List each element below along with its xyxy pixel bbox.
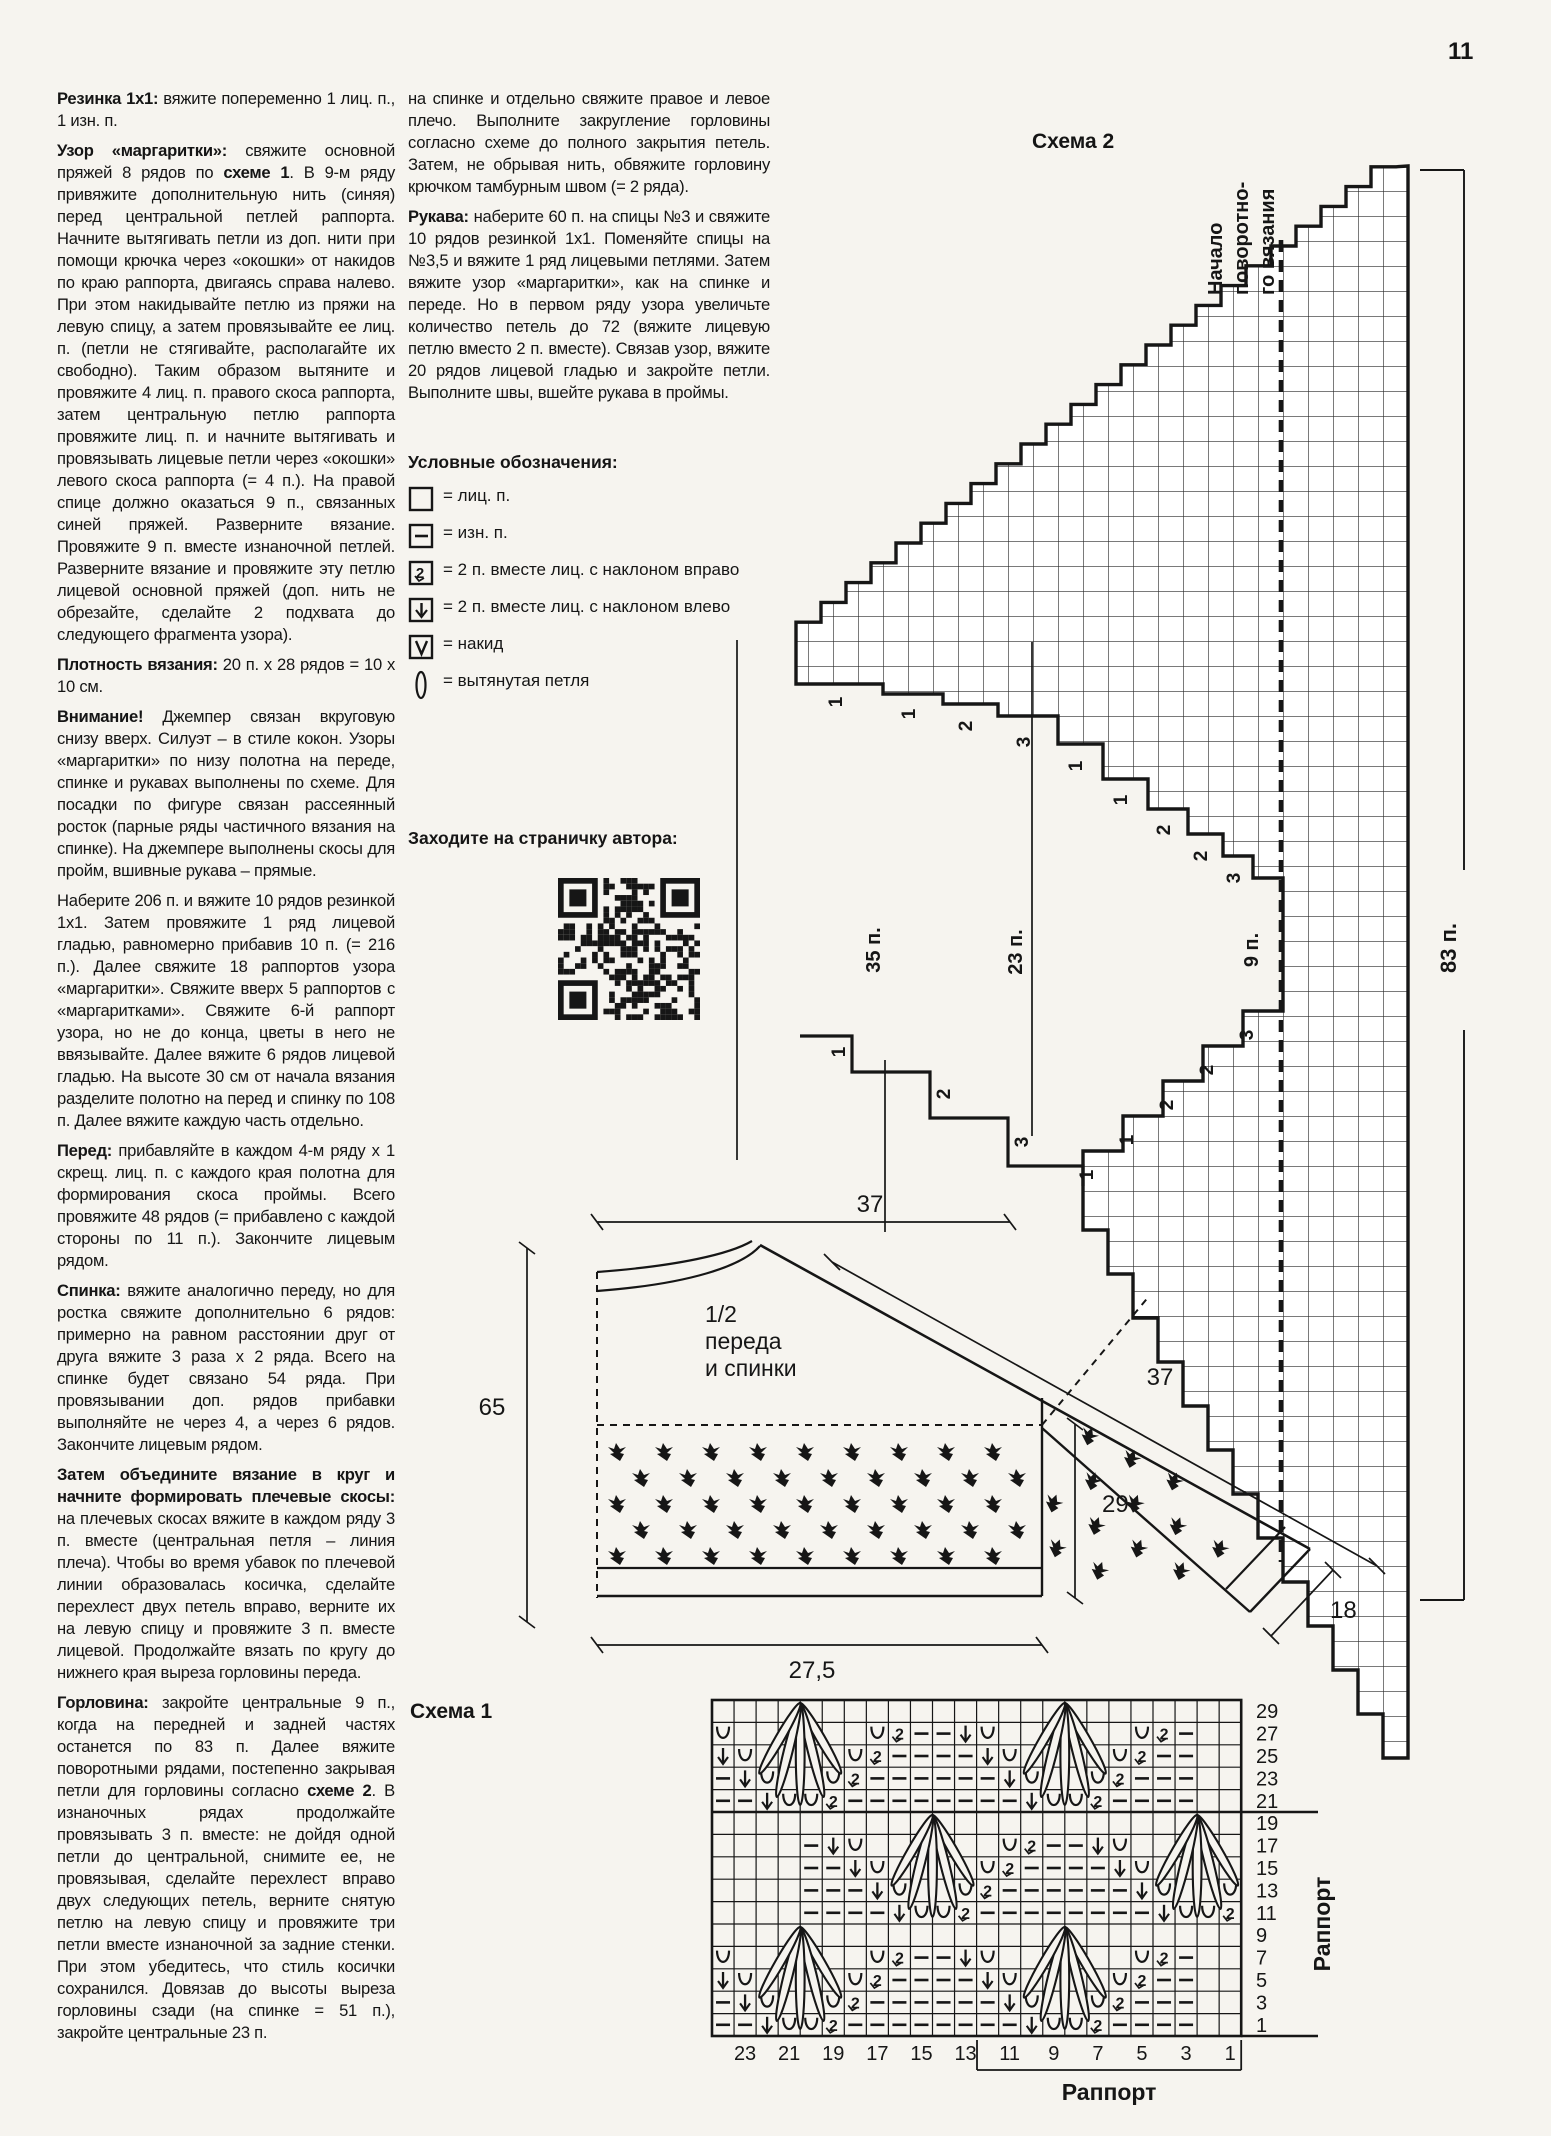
svg-text:9: 9 — [1256, 1925, 1268, 1948]
svg-text:1: 1 — [1117, 1134, 1138, 1146]
svg-text:23 п.: 23 п. — [1005, 929, 1027, 975]
svg-text:2: 2 — [1027, 1838, 1037, 1856]
svg-text:5: 5 — [1136, 2043, 1148, 2065]
legend-title: Условные обозначения: — [408, 452, 618, 472]
svg-text:2: 2 — [1154, 824, 1175, 836]
legend-item-text: = лиц. п. — [443, 486, 511, 505]
svg-text:37: 37 — [1146, 1364, 1174, 1391]
svg-text:2: 2 — [1225, 1905, 1235, 1923]
svg-text:13: 13 — [954, 2043, 977, 2065]
svg-text:37: 37 — [856, 1191, 884, 1218]
svg-text:3: 3 — [1224, 872, 1245, 884]
paragraph: на спинке и отдельно свяжите правое и левое плечо. Выполните закругление горловины согласно схеме до полного закрытия петель. Затем, не обрывая нить, обвяжите горловину крючком тамбурным швом (= 2 ряда). — [408, 89, 770, 196]
legend-item-text: = вытянутая петля — [443, 671, 590, 690]
svg-text:и спинки: и спинки — [705, 1355, 797, 1381]
svg-text:2: 2 — [1137, 1973, 1147, 1990]
svg-text:2: 2 — [1115, 1995, 1125, 2013]
svg-text:3: 3 — [1012, 1136, 1033, 1148]
svg-text:23: 23 — [1256, 1768, 1279, 1791]
svg-text:1: 1 — [1224, 2043, 1236, 2065]
svg-text:2: 2 — [894, 1726, 904, 1744]
legend-item-text: = 2 п. вместе лиц. с наклоном влево — [443, 597, 731, 616]
svg-text:5: 5 — [1256, 1970, 1268, 1992]
svg-text:3: 3 — [1237, 1029, 1258, 1041]
svg-text:35 п.: 35 п. — [863, 927, 885, 973]
paragraph: Плотность вязания: 20 п. х 28 рядов = 10 х 10 см. — [57, 655, 395, 696]
svg-text:3: 3 — [1180, 2043, 1192, 2065]
svg-text:2: 2 — [1159, 1726, 1169, 1744]
svg-text:2: 2 — [956, 720, 977, 732]
svg-text:19: 19 — [822, 2043, 845, 2065]
svg-text:17: 17 — [866, 2043, 889, 2065]
svg-text:1: 1 — [1077, 1169, 1098, 1181]
svg-text:2: 2 — [934, 1088, 955, 1100]
svg-text:1: 1 — [1066, 760, 1087, 772]
svg-text:7: 7 — [1092, 2043, 1104, 2065]
paragraph: Резинка 1х1: вяжите попеременно 1 лиц. п., 1 изн. п. — [57, 89, 395, 130]
svg-text:2: 2 — [1159, 1950, 1169, 1968]
svg-text:9: 9 — [1048, 2043, 1060, 2065]
svg-text:11: 11 — [1256, 1902, 1277, 1925]
svg-text:1: 1 — [826, 696, 847, 708]
svg-text:2: 2 — [872, 1973, 882, 1990]
paragraph: Наберите 206 п. и вяжите 10 рядов резинкой 1х1. Затем провяжите 1 ряд лицевой гладью, равномерно прибавив 10 п. (= 216 п.). Далее свяжите 18 раппортов узора «маргаритки». Свяжите вверх 5 раппортов с «маргаритками». Свяжите 6-й раппорт узора, но не до конца, цветы в него не ввязывайте. Далее вяжите 6 рядов лицевой гладью. На высоте 30 см от начала вязания разделите полотно на перед и спинку по 108 п. Далее вяжите каждую часть отдельно. — [57, 891, 395, 1130]
svg-text:1/2: 1/2 — [705, 1301, 737, 1327]
svg-text:2: 2 — [828, 1793, 838, 1811]
paragraph: Перед: прибавляйте в каждом 4-м ряду х 1 скрещ. лиц. п. с каждого края полотна для формирования скоса проймы. Всего провяжите 48 рядов (= прибавлено с каждой стороны по 11 п.). Закончите лицевым рядом. — [57, 1141, 395, 1270]
svg-text:15: 15 — [910, 2043, 933, 2065]
svg-text:2: 2 — [983, 1883, 993, 1901]
paragraph: Затем объедините вязание в круг и начните формировать плечевые скосы: на плечевых скосах вяжите в каждом ряду 3 п. вместе (центральная петля – линия плеча). Чтобы во время убавок по плечевой линии образовалась косичка, сделайте перехлест двух петель вправо, верните их на левую спицу и провяжите 3 п. вместе лицевой. Продолжайте вязать по кругу до нижнего края выреза горловины переда. — [57, 1465, 395, 1682]
svg-text:2: 2 — [1005, 1861, 1015, 1878]
paragraph: Узор «маргаритки»: свяжите основной пряжей 8 рядов по схеме 1. В 9-м ряду привяжите дополнительную нить (синяя) перед центральной петлей раппорта. Начните вытягивать петли из доп. нити при помощи крючка через «окошки» от накидов по краю раппорта, двигаясь справа налево. При этом накидывайте петлю из пряжи на левую спицу, а затем провязывайте ее лиц. п. (петли не стягивайте, располагайте их свободно). Таким образом вытяните и провяжите 4 лиц. п. правого скоса раппорта, затем центральную петлю раппорта провяжите лиц. п. и начните вытягивать и провязывать лицевые петли через «окошки» левого скоса раппорта (= 4 п.). На правой спице должно оказаться 9 п., связанных синей пряжей. Разверните вязание. Провяжите 9 п. вместе изнаночной петлей. Разверните вязание и провяжите эту петлю лицевой основной пряжей (доп. нить не обрезайте, сделайте 2 подхвата до следующего фрагмента узора). — [57, 141, 395, 644]
paragraph: Спинка: вяжите аналогично переду, но для ростка свяжите дополнительно 6 рядов: примерно на равном расстоянии друг от друга вяжите 3 раза х 2 ряда. Всего на спинке будет связано 54 ряда. При провязывании доп. рядов прибавки выполняйте не через 4, а через 6 рядов. Закончите лицевым рядом. — [57, 1281, 395, 1454]
svg-text:83 п.: 83 п. — [1436, 923, 1461, 973]
legend-item-text: = накид — [443, 634, 504, 653]
svg-text:2: 2 — [415, 565, 425, 582]
paragraph: Рукава: наберите 60 п. на спицы №3 и свяжите 10 рядов резинкой 1х1. Поменяйте спицы на №3,5 и вяжите 1 ряд лицевыми петлями. Затем вяжите узор «маргаритки», как на спинке и переде. Но в первом ряду узора увеличьте количество петель до 72 (вяжите лицевую петлю вместо 2 п. вместе). Связав узор, вяжите 20 рядов лицевой гладью и закройте петли. Выполните швы, вшейте рукава в проймы. — [408, 207, 770, 402]
svg-text:2: 2 — [1115, 1771, 1125, 1789]
svg-text:65: 65 — [478, 1394, 506, 1421]
svg-text:Начало: Начало — [1205, 222, 1227, 295]
svg-text:2: 2 — [850, 1771, 860, 1789]
svg-text:21: 21 — [778, 2043, 801, 2065]
svg-text:27: 27 — [1256, 1723, 1279, 1746]
svg-text:25: 25 — [1256, 1746, 1279, 1768]
svg-text:18: 18 — [1330, 1597, 1357, 1624]
paragraph: Горловина: закройте центральные 9 п., когда на передней и задней частях останется по 83 п. Далее вяжите поворотными рядами, постепенно закрывая петли для горловины согласно схеме 2. В изнаночных рядах продолжайте провязывать 3 п. вместе: не дойдя одной петли до центральной, снимите ее, не провязывая, сделайте перехлест вправо двух следующих петель, верните снятую петлю на левую спицу и провяжите три петли вместе изнаночной за задние стенки. При этом убедитесь, что стиль косички сохранился. Довязав до высоты выреза горловины сзади (на спинке = 51 п.), закройте центральные 23 п. — [57, 1693, 395, 2042]
svg-text:1: 1 — [899, 708, 920, 720]
svg-text:1: 1 — [1256, 2014, 1268, 2037]
svg-text:11: 11 — [999, 2043, 1021, 2065]
svg-text:27,5: 27,5 — [788, 1657, 836, 1684]
svg-text:2: 2 — [1197, 1064, 1218, 1076]
svg-text:2: 2 — [961, 1905, 971, 1923]
svg-text:23: 23 — [733, 2043, 757, 2065]
svg-text:3: 3 — [1256, 1992, 1268, 2015]
schema2-title: Схема 2 — [1032, 130, 1115, 153]
schema1-title: Схема 1 — [410, 1700, 493, 1723]
svg-text:2: 2 — [1137, 1749, 1147, 1766]
svg-text:13: 13 — [1256, 1880, 1279, 1903]
svg-text:17: 17 — [1256, 1835, 1279, 1858]
legend-item-text: = 2 п. вместе лиц. с наклоном вправо — [443, 560, 740, 579]
svg-text:29: 29 — [1102, 1491, 1129, 1518]
svg-text:2: 2 — [850, 1995, 860, 2013]
svg-text:переда: переда — [705, 1328, 782, 1354]
svg-text:15: 15 — [1256, 1858, 1279, 1880]
svg-text:1: 1 — [829, 1046, 850, 1058]
svg-text:9 п.: 9 п. — [1241, 932, 1263, 968]
svg-text:2: 2 — [1157, 1099, 1178, 1111]
svg-text:7: 7 — [1256, 1947, 1268, 1970]
svg-text:2: 2 — [894, 1950, 904, 1968]
svg-text:1: 1 — [1111, 794, 1132, 806]
svg-text:Раппорт: Раппорт — [1309, 1876, 1335, 1972]
paragraph: Внимание! Джемпер связан вкруговую снизу вверх. Силуэт – в стиле кокон. Узоры «маргаритки» по низу полотна на переде, спинке и рукавах выполнены по схеме. Для посадки по фигуре связан рассеянный росток (парные ряды частичного вязания на спинке). На джемпере выполнены скосы для пройм, вшивные рукава – прямые. — [57, 707, 395, 880]
svg-text:2: 2 — [872, 1749, 882, 1766]
svg-text:29: 29 — [1256, 1701, 1279, 1724]
svg-text:2: 2 — [828, 2017, 838, 2035]
svg-text:поворотно-: поворотно- — [1231, 181, 1253, 295]
svg-text:го вязания: го вязания — [1257, 188, 1279, 295]
svg-text:Раппорт: Раппорт — [1061, 2079, 1157, 2105]
svg-text:2: 2 — [1191, 850, 1212, 862]
svg-text:3: 3 — [1014, 736, 1035, 748]
legend-item-text: = изн. п. — [443, 523, 508, 542]
svg-text:19: 19 — [1256, 1813, 1279, 1836]
svg-text:2: 2 — [1093, 2017, 1103, 2035]
svg-text:2: 2 — [1093, 1793, 1103, 1811]
svg-text:21: 21 — [1256, 1790, 1279, 1813]
page-number: 11 — [1448, 38, 1474, 65]
author-page-label: Заходите на страничку автора: — [408, 828, 678, 848]
